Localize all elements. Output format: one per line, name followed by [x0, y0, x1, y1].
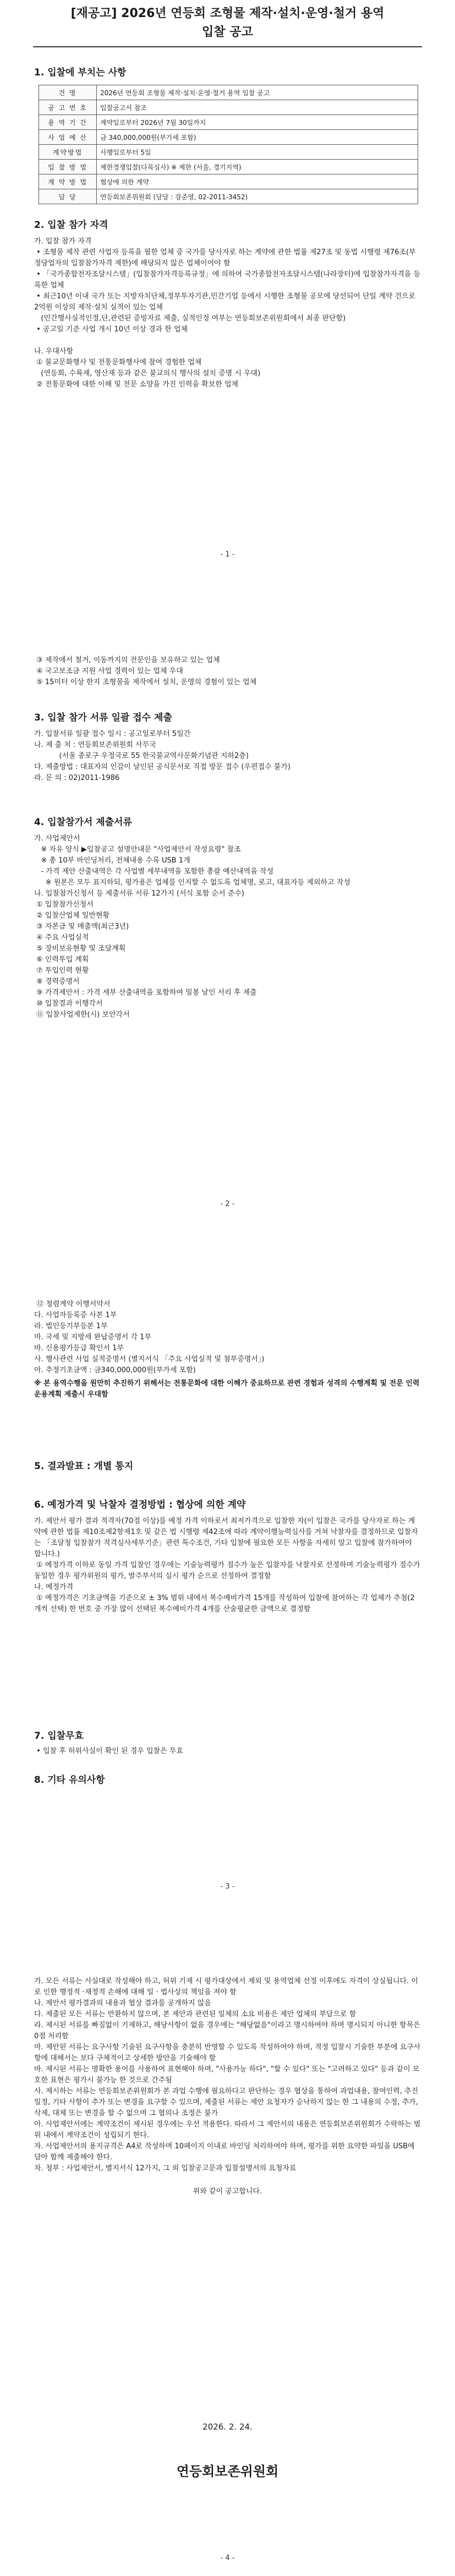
text-line: ① 입찰참가신청서 — [34, 900, 94, 909]
text-line: 라. 법인등기부등본 1부 — [34, 1322, 108, 1330]
text-line: 사. 행사관련 사업 실적증명서 (별지서식 「주요 사업실적 및 첨부증명서」) — [34, 1355, 265, 1363]
page-number-4: - 4 - — [220, 2554, 235, 2562]
text-line: • 조형물 제작 관련 사업자 등록을 필한 업체 중 국가를 당사자로 하는 계약에 관한 법률 제27조 및 동법 시행령 제76조(부정당업자의 입찰참가자격 제한)에 해당되지 않은 업체이어야 함 — [34, 248, 416, 268]
text-line: (민간행사실적인정,단,관련된 증빙자료 제출, 실적인정 여부는 연등회보존위원회에서 최종 판단함) — [34, 314, 346, 323]
info-key: 용 역 기 간 — [39, 115, 97, 130]
info-value: 입찰공고서 참조 — [97, 100, 418, 115]
section-6 — [34, 1497, 421, 1615]
text-line: ④ 국고보조금 지원 사업 경력이 있는 업체 우대 — [34, 667, 183, 675]
info-table — [39, 85, 418, 204]
text-line: 다. 사업자등록증 사본 1부 — [34, 1311, 117, 1319]
section-8 — [34, 1772, 421, 1788]
text-line: 차. 청부 : 사업제안서, 별지서식 12가지, 그 외 입찰공고문과 입찰설명서의 요청자료 — [34, 2164, 297, 2173]
text-line: 사. 제시하는 서류는 연등회보존위원회가 본 과업 수행에 필요하다고 판단하는 경우 협상을 통하여 과업내용, 참여인력, 추진일정, 기타 사항이 추가 또는 변경을 요구할 수 있으며, 제출된 서류는 제안 요청자가 승낙하지 않는 한 그 내용의 수정, 추가, 삭제, 대체 또는 변경을 할 수 없으며 그 협의나 조정은 불가 — [34, 2087, 420, 2117]
text-line: ※ 총 10부 바인딩처리, 전체내용 수록 USB 1개 — [34, 856, 190, 865]
text-line: ⑩ 입찰결과 이행각서 — [34, 1000, 103, 1008]
info-value: 계약일로부터 2026년 7월 30일까지 — [97, 115, 418, 130]
text-line: ⑥ 인력투입 계획 — [34, 956, 89, 964]
text-line: ※ 원본은 모두 표지하되, 평가용은 업체를 인지할 수 없도록 업체명, 로고, 대표자등 제외하고 작성 — [34, 878, 350, 887]
organization-name: 연등회보존위원회 — [176, 2464, 279, 2479]
text-line: 아. 추정기초금액 : 금340,000,000원(부가세 포함) — [34, 1366, 196, 1374]
title-line-2: 입찰 공고 — [202, 25, 253, 39]
text-line: ⑤ 15미터 이상 한지 조형물을 제작에서 설치, 운영의 경험이 있는 업체 — [34, 678, 257, 686]
text-line: 다. 제출된 모든 서류는 반환하지 않으며, 본 제안과 관련된 일체의 소요 비용은 제안 업체의 부담으로 함 — [34, 2010, 357, 2018]
section-3 — [34, 710, 421, 784]
info-key: 담 당 — [39, 189, 97, 204]
info-value: 제한경쟁입찰(다목심사) ※ 제한 (서울, 경기지역) — [97, 160, 418, 174]
text-line: 가. 입찰서류 일괄 접수 일시 : 공고일로부터 5일간 — [34, 730, 191, 738]
info-key: 계 약 방 법 — [39, 174, 97, 189]
page-number-1: - 1 - — [220, 550, 235, 559]
info-value: 2026년 연등회 조형물 제작·설치·운영·철거 용역 입찰 공고 — [97, 85, 418, 100]
announcement-date: 2026. 2. 24. — [202, 2422, 253, 2432]
text-line: • 공고일 기준 사업 개시 10년 이상 경과 한 업체 — [34, 325, 188, 334]
title-divider — [33, 46, 422, 47]
section-4-continued — [34, 1299, 421, 1400]
text-line: ⑤ 장비보유현황 및 조달계획 — [34, 945, 126, 953]
page-number-3: - 3 - — [220, 1882, 235, 1891]
info-value: 금 340,000,000원(부가세 포함) — [97, 130, 418, 145]
section-2-heading: 2. 입찰 참가 자격 — [34, 220, 108, 231]
info-row — [39, 100, 418, 115]
page-number-2: - 2 - — [220, 1200, 235, 1208]
text-line: ② 입찰산업체 일반현황 — [34, 912, 110, 920]
text-line: ② 전통문화에 대한 이해 및 전문 소양을 가진 인력을 확보한 업체 — [34, 380, 239, 389]
text-line: 라. 제시된 서류를 빠짐없이 기재하고, 해당사항이 없을 경우에는 "해당없음"이라고 명시하여야 하며 명시되지 아니한 항목은 0점 처리함 — [34, 2021, 423, 2040]
section-3-heading: 3. 입찰 참가 서류 일괄 접수 제출 — [34, 712, 172, 723]
info-row — [39, 160, 418, 174]
text-line: • 최근10년 이내 국가 또는 지방자치단체,정부투자기관,민간기업 등에서 시행한 조형물 공모에 당선되어 단일 계약 건으로 2억원 이상의 제작·설치 실적이 있는 업체 — [34, 292, 418, 312]
section-8-heading: 8. 기타 유의사항 — [34, 1775, 105, 1786]
text-line: ⑨ 가격제안서 : 가격 세부 산출내역을 포함하여 밀봉 날인 서리 후 제출 — [34, 989, 257, 997]
text-line: 다. 제출방법 : 대표자의 인감이 날인된 공식문서로 직접 방문 접수 (우편접수 불가) — [34, 763, 290, 771]
info-key: 입 찰 방 법 — [39, 160, 97, 174]
info-key: 건 명 — [39, 85, 97, 100]
info-row — [39, 85, 418, 100]
info-value: 연등회보존위원회 (담당 : 강준영, 02-2011-3452) — [97, 189, 418, 204]
closing-statement: 위와 같이 공고합니다. — [193, 2187, 262, 2196]
text-line: (연등회, 수륙재, 영산재 등과 같은 불교의식 행사의 설치 증명 시 우대) — [34, 369, 261, 378]
text-line: 마. 제안된 서류는 요구사항 기술된 요구사항을 충분히 반영할 수 있도록 작성하여야 하며, 적정 입찰시 기술한 부분에 요구사항에 대해서는 보다 구체적이고 상세한 방안을 기술해야 함 — [34, 2043, 421, 2062]
section-2-continued — [34, 655, 421, 688]
section-1 — [34, 65, 421, 204]
text-line: • 「국가종합전자조달시스템」(입찰참가자격등록규정」에 의하여 국가종합전자조달시스템(나라장터)에 입찰참가자격을 등록한 업체 — [34, 270, 421, 290]
section-4-continued-body — [34, 1299, 421, 1376]
section-2-continued-body — [34, 655, 421, 688]
info-key: 사 업 예 산 — [39, 130, 97, 145]
text-line: 나. 우대사항 — [34, 347, 74, 356]
info-row — [39, 130, 418, 145]
text-line: ⑪ 입찰사업제한(시) 보안각서 — [34, 1011, 130, 1019]
section-6-heading: 6. 예정가격 및 낙찰자 결정방법 : 협상에 의한 계약 — [34, 1499, 246, 1510]
section-4 — [34, 815, 421, 1020]
info-row — [39, 189, 418, 204]
text-line: 아. 사업제안서에는 계약조건이 제시된 경우에는 우선 적용한다. 따라서 그 제안서의 내용은 연등회보존위원회가 수락하는 범위 내에서 계약조건이 성립되기 한다. — [34, 2120, 421, 2140]
section-1-heading: 1. 입찰에 부치는 사항 — [34, 67, 127, 78]
text-line: 나. 제 출 처 : 연등회보존위원회 사무국 — [34, 741, 156, 749]
info-row — [39, 145, 418, 160]
info-row — [39, 174, 418, 189]
text-line: 나. 입찰참가신청서 등 제출서류 서류 12가지 (서식 포함 순서 준수) — [34, 889, 244, 898]
text-line: ③ 제작에서 철거, 이동까지의 전문인을 보유하고 있는 업체 — [34, 656, 220, 664]
text-line: 가. 사업제안서 — [34, 834, 80, 843]
section-3-body — [34, 729, 421, 784]
text-line: 가. 입찰 참가 자격 — [34, 237, 92, 245]
info-key: 계약방법 — [39, 145, 97, 160]
info-value: 사행일로부터 5일 — [97, 145, 418, 160]
text-line: ⑫ 청렴계약 이행서약서 — [34, 1300, 111, 1308]
text-line — [34, 335, 421, 346]
section-8-continued — [34, 1976, 421, 2197]
section-7 — [34, 1728, 421, 1757]
section-5 — [34, 1459, 421, 1474]
text-line: - 가격 제안 산출내역은 각 사업별 세부내역을 포함한 총괄 예산내역을 작성 — [34, 867, 274, 876]
text-line: 바. 신용평가등급 확인서 1부 — [34, 1344, 124, 1352]
info-row — [39, 115, 418, 130]
info-value: 협상에 의한 계약 — [97, 174, 418, 189]
section-4-heading: 4. 입찰참가서 제출서류 — [34, 817, 132, 828]
text-line: 바. 제시된 서류는 명확한 용어를 사용하여 표현해야 하며, "사용가능 하다", "할 수 있다" 또는 "고려하고 있다" 등과 같이 모호한 표현은 평가시 불가능 한 것으로 간주됨 — [34, 2065, 420, 2084]
text-line: ③ 자본금 및 매출액(최근3년) — [34, 923, 129, 931]
text-line: ※ 자유 양식 ▶입찰공고 설명안내문 "사업제안서 작성요령" 참조 — [34, 845, 241, 854]
section-2 — [34, 217, 421, 390]
preference-note: ※ 본 용역수행을 원만히 추진하기 위해서는 전통문화에 대한 이해가 중요하므로 관련 경험과 성격의 수행계획 및 전문 인력 운용계획 제출시 우대함 — [34, 1379, 422, 1399]
text-line: (서울 종로구 우정국로 55 한국불교역사문화기념관 지하2층) — [34, 752, 249, 760]
text-line: 라. 문 의 : 02)2011-1986 — [34, 774, 120, 782]
text-line: ④ 주요 사업실적 — [34, 934, 89, 942]
section-5-heading: 5. 결과발표 : 개별 통지 — [34, 1461, 134, 1472]
text-line: ① 예정가격은 기초금액을 기준으로 ± 3% 범위 내에서 복수예비가격 15개를 작성하여 입찰에 참여하는 각 업체가 추첨(2개씩 선택) 한 번호 중 가장 많이 선택된 복수예비가격 4개를 산술평균한 금액으로 결정함 — [34, 1594, 415, 1613]
text-line: 나. 예정가격 — [34, 1583, 74, 1591]
text-line: ① 예정가격 이하로 동일 가격 입찰인 경우에는 기술능력평가 점수가 높은 입찰자를 낙찰자로 선정하며 기술능력평가 점수가 동일한 경우 평가위원의 평가, 발주부서의 심시 평가 순으로 선정하여 결정함 — [34, 1561, 423, 1580]
text-line: ⑦ 투입인력 현황 — [34, 967, 89, 975]
text-line: 가. 모든 서류는 사실대로 작성해야 하고, 허위 기재 시 평가대상에서 제외 및 용역업체 선정 이후에도 자격이 상실됩니다. 이로 인한 행정적 ·재정적 손해에 대해 일 · 법사상의 책임을 져야 함 — [34, 1977, 418, 1996]
title-line-1: [재공고] 2026년 연등회 조형물 제작·설치·운영·철거 용역 — [70, 7, 385, 20]
info-key: 공 고 번 호 — [39, 100, 97, 115]
text-line: 가. 제안서 평가 결과 적격자(70점 이상)를 예정 가격 이하로서 최저가격으로 입찰한 자(이 입찰은 국가를 당사자로 하는 계약에 관한 법률 제10조제2항제1호 및 같은 법 시행령 제42조에 따라 계약이행능력심사를 거쳐 낙찰자를 결정하므로 입찰자는 「조달청 입찰참가 적격심사세부기준」관련 특수조건, 기타 입찰에 필요한 모든 사항을 자세히 알고 입찰에 참가하여야 합니다.) — [34, 1517, 418, 1558]
text-line: 마. 국세 및 지방세 완납증명서 각 1부 — [34, 1333, 152, 1341]
text-line: 나. 제안서 평가결과의 내용과 협상 결과를 공개하지 않음 — [34, 1999, 211, 2007]
text-line: • 입찰 후 허위사실이 확인 된 경우 입찰은 무효 — [34, 1747, 183, 1755]
document-title — [0, 4, 455, 42]
section-8-continued-body — [34, 1976, 421, 2174]
section-7-heading: 7. 입찰무효 — [34, 1731, 84, 1742]
section-6-body — [34, 1516, 421, 1615]
section-2-body — [34, 236, 421, 390]
text-line: ① 불교문화행사 및 전통문화행사에 참여 경험한 업체 — [34, 358, 202, 367]
section-7-body — [34, 1746, 421, 1757]
text-line: 자. 사업제안서의 용지규격은 A4로 작성하며 10페이지 이내로 바인딩 처리하여야 하며, 평가를 위한 요약한 파일을 USB에 담아 함께 제출해야 한다. — [34, 2142, 417, 2162]
text-line: ⑧ 경력증명서 — [34, 978, 80, 986]
section-4-body — [34, 833, 421, 1020]
